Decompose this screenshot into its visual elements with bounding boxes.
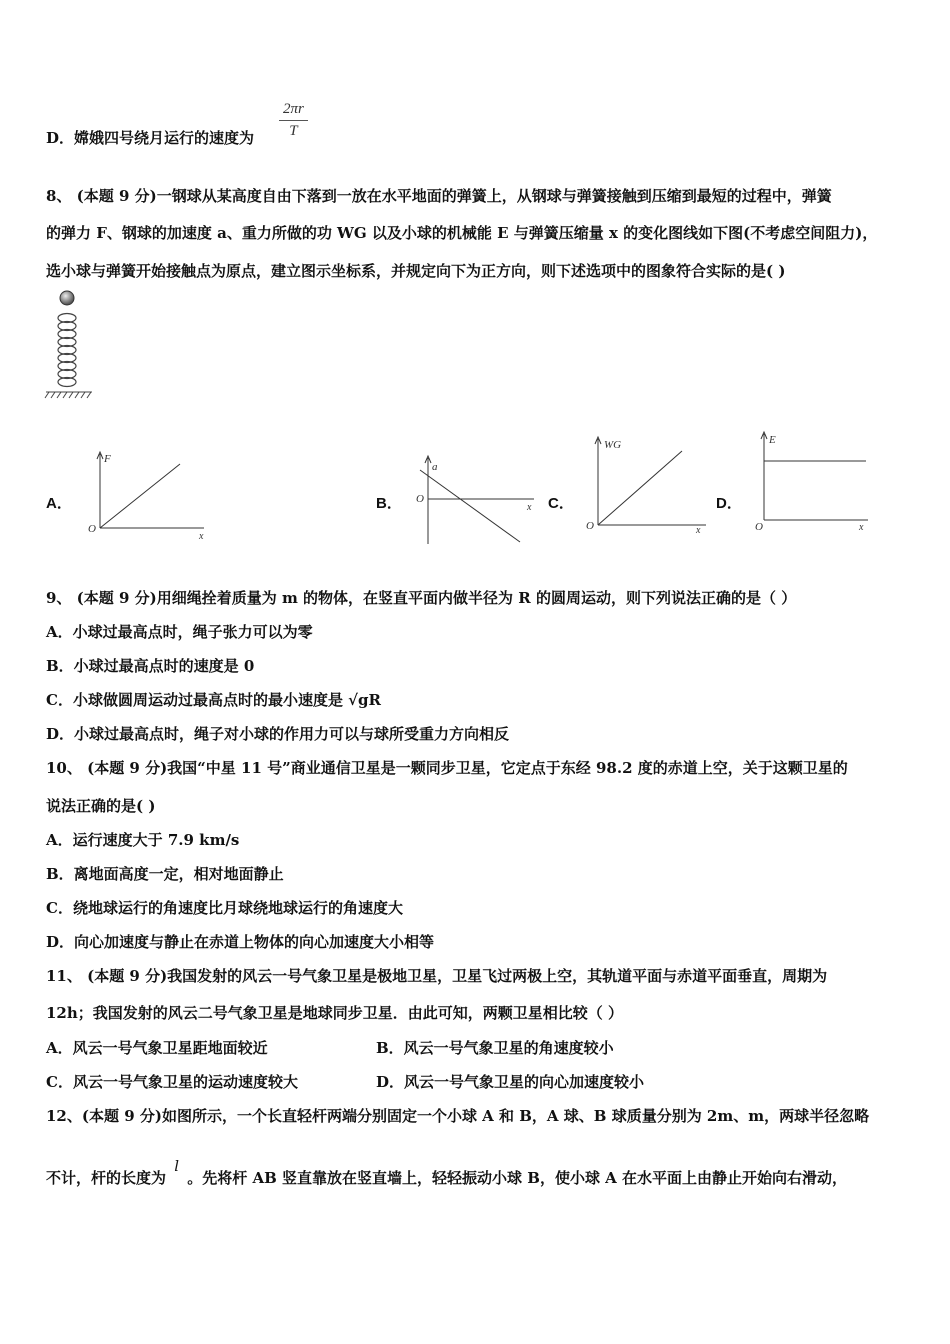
x-axis-label: x [199,531,204,542]
x-axis-label: x [696,525,701,533]
q9-option-d: D．小球过最高点时，绳子对小球的作用力可以与球所受重力方向相反 [46,725,510,743]
q10-option-d: D．向心加速度与静止在赤道上物体的向心加速度大小相等 [46,933,435,951]
q11-option-d: D．风云一号气象卫星的向心加速度较小 [376,1073,645,1091]
graph-a [84,448,214,543]
q8-option-a-label: A． [46,495,72,512]
graph-c [582,433,712,533]
q12-stem-line1: 12、(本题 9 分)如图所示，一个长直轻杆两端分别固定一个小球 A 和 B，A 球、B 球质量分别为 2m、m，两球半径忽略 [46,1107,870,1125]
origin-label: O [88,523,96,535]
origin-label: O [416,493,424,505]
q8-stem-line3: 选小球与弹簧开始接触点为原点，建立图示坐标系，并规定向下为正方向，则下述选项中的图象符合实际的是( ) [46,262,786,280]
y-axis-label: a [432,461,438,473]
q12-text-part2: 。先将杆 AB 竖直靠放在竖直墙上，轻轻振动小球 B，使小球 A 在水平面上由静止开始向右滑动， [187,1169,848,1187]
force-line [100,464,180,528]
q7-option-d: D．嫦娥四号绕月运行的速度为 [46,129,255,147]
rod-length-symbol: l [174,1157,180,1175]
q9-stem: 9、 (本题 9 分)用细绳拴着质量为 m 的物体，在竖直平面内做半径为 R 的圆周运动，则下列说法正确的是（ ） [46,589,797,607]
steel-ball [60,291,74,305]
q11-option-c: C．风云一号气象卫星的运动速度较大 [46,1073,298,1091]
q10-stem-line2: 说法正确的是( ) [46,797,156,815]
q8-option-d-label: D． [716,495,742,512]
fraction-denominator: T [289,123,298,139]
q7-d-fraction [279,101,308,140]
spring-coils [58,314,76,387]
y-axis-label: WG [604,439,622,451]
graph-b [410,452,540,547]
work-line [598,451,682,525]
q11-option-b: B．风云一号气象卫星的角速度较小 [376,1039,614,1057]
q9-option-c: C．小球做圆周运动过最高点时的最小速度是 √gR [46,691,381,709]
fraction-numerator: 2πr [279,101,308,121]
q8-option-c-label: C． [548,495,574,512]
q12-stem-line2 [46,1157,848,1188]
graph-d [752,430,882,530]
q8-option-b-label: B． [376,495,402,512]
q12-text-part1: 不计，杆的长度为 [46,1169,167,1187]
acceleration-line [420,470,520,542]
q11-stem-line1: 11、 (本题 9 分)我国发射的风云一号气象卫星是极地卫星，卫星飞过两极上空，其轨道平面与赤道平面垂直，周期为 [46,967,828,985]
q9-option-a: A．小球过最高点时，绳子张力可以为零 [46,623,313,641]
q10-stem-line1: 10、 (本题 9 分)我国“中星 11 号”商业通信卫星是一颗同步卫星，它定点于东经 98.2 度的赤道上空，关于这颗卫星的 [46,759,848,777]
q11-option-a: A．风云一号气象卫星距地面较近 [46,1039,268,1057]
y-axis-label: E [769,434,776,446]
q10-option-b: B．离地面高度一定，相对地面静止 [46,865,284,883]
q9-option-b: B．小球过最高点时的速度是 0 [46,657,255,675]
q10-option-a: A．运行速度大于 7.9 km/s [46,831,240,849]
x-axis-label: x [527,502,532,513]
spring-figure [40,288,100,400]
q11-stem-line2: 12h；我国发射的风云二号气象卫星是地球同步卫星．由此可知，两颗卫星相比较（ ） [46,1004,624,1022]
x-axis-label: x [859,522,864,530]
y-axis-label: F [104,453,111,465]
q8-stem-line2: 的弹力 F、钢球的加速度 a、重力所做的功 WG 以及小球的机械能 E 与弹簧压缩量 x 的变化图线如下图(不考虑空间阻力)， [46,224,878,242]
ground-hatching [45,392,92,398]
q8-stem-line1: 8、 (本题 9 分)一钢球从某高度自由下落到一放在水平地面的弹簧上，从钢球与弹簧接触到压缩到最短的过程中，弹簧 [46,187,832,205]
q10-option-c: C．绕地球运行的角速度比月球绕地球运行的角速度大 [46,899,403,917]
origin-label: O [755,521,763,530]
origin-label: O [586,520,594,532]
